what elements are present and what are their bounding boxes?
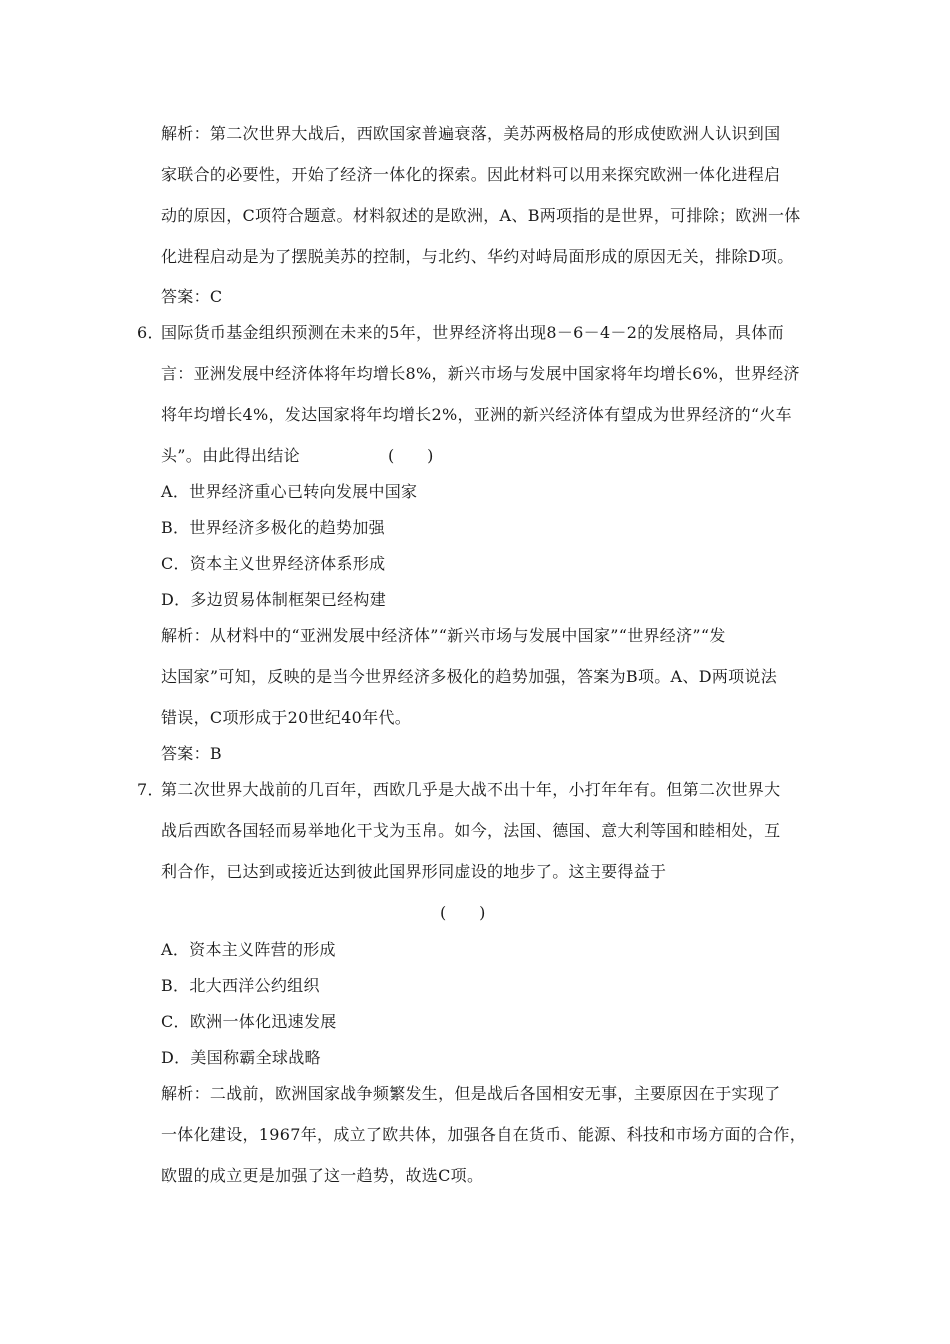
analysis-line: 错误，C项形成于20世纪40年代。 bbox=[161, 708, 412, 727]
question-stem-line: 将年均增长4%，发达国家将年均增长2%，亚洲的新兴经济体有望成为世界经济的“火车 bbox=[161, 405, 792, 424]
question-stem-line: 第二次世界大战前的几百年，西欧几乎是大战不出十年，小打年年有。但第二次世界大 bbox=[161, 780, 781, 799]
answer-blank: ( ) bbox=[440, 903, 486, 922]
option-c: C．资本主义世界经济体系形成 bbox=[161, 554, 386, 573]
q5-analysis-line: 动的原因，C项符合题意。材料叙述的是欧洲，A、B两项指的是世界，可排除；欧洲一体 bbox=[161, 206, 801, 225]
q5-answer: 答案：C bbox=[161, 287, 223, 306]
q5-analysis-line: 解析：第二次世界大战后，西欧国家普遍衰落，美苏两极格局的形成使欧洲人认识到国 bbox=[161, 124, 781, 143]
analysis-line: 达国家”可知，反映的是当今世界经济多极化的趋势加强，答案为B项。A、D两项说法 bbox=[161, 667, 778, 686]
option-d: D．美国称霸全球战略 bbox=[161, 1048, 321, 1067]
analysis-line: 解析：二战前，欧洲国家战争频繁发生，但是战后各国相安无事，主要原因在于实现了 bbox=[161, 1084, 781, 1103]
option-d: D．多边贸易体制框架已经构建 bbox=[161, 590, 387, 609]
question-number: 7． bbox=[137, 780, 164, 799]
analysis-line: 解析：从材料中的“亚洲发展中经济体”“新兴市场与发展中国家”“世界经济”“发 bbox=[161, 626, 726, 645]
q5-analysis-line: 家联合的必要性，开始了经济一体化的探索。因此材料可以用来探究欧洲一体化进程启 bbox=[161, 165, 781, 184]
q5-analysis-line: 化进程启动是为了摆脱美苏的控制，与北约、华约对峙局面形成的原因无关，排除D项。 bbox=[161, 247, 794, 266]
question-number: 6． bbox=[137, 323, 164, 342]
option-b: B．世界经济多极化的趋势加强 bbox=[161, 518, 385, 537]
analysis-line: 欧盟的成立更是加强了这一趋势，故选C项。 bbox=[161, 1166, 484, 1185]
option-a: A．资本主义阵营的形成 bbox=[161, 940, 336, 959]
option-c: C．欧洲一体化迅速发展 bbox=[161, 1012, 337, 1031]
answer-line: 答案：B bbox=[161, 744, 222, 763]
answer-blank: ( ) bbox=[388, 446, 434, 465]
option-a: A．世界经济重心已转向发展中国家 bbox=[161, 482, 418, 501]
question-stem-line: 利合作，已达到或接近达到彼此国界形同虚设的地步了。这主要得益于 bbox=[161, 862, 667, 881]
option-b: B．北大西洋公约组织 bbox=[161, 976, 320, 995]
question-stem-line: 战后西欧各国轻而易举地化干戈为玉帛。如今，法国、德国、意大利等国和睦相处，互 bbox=[161, 821, 781, 840]
question-stem-line: 言：亚洲发展中经济体将年均增长8%，新兴市场与发展中国家将年均增长6%，世界经济 bbox=[161, 364, 800, 383]
question-stem-line: 头”。由此得出结论 bbox=[161, 446, 300, 465]
analysis-line: 一体化建设，1967年，成立了欧共体，加强各自在货币、能源、科技和市场方面的合作， bbox=[161, 1125, 807, 1144]
question-stem-line: 国际货币基金组织预测在未来的5年，世界经济将出现8－6－4－2的发展格局，具体而 bbox=[161, 323, 784, 342]
